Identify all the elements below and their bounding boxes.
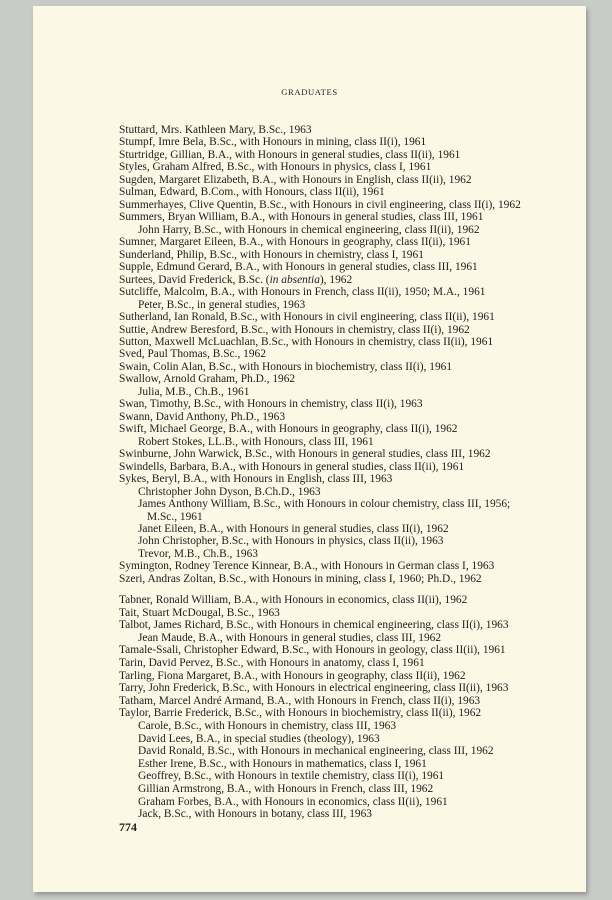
graduate-entry: Peter, B.Sc., in general studies, 1963 — [138, 298, 306, 311]
graduate-entry: Tamale-Ssali, Christopher Edward, B.Sc., with Honours in geology, class II(ii), 1961 — [119, 644, 506, 657]
graduate-entry: Sutton, Maxwell McLuachlan, B.Sc., with Honours in chemistry, class II(ii), 1961 — [119, 335, 494, 348]
page-heading: GRADUATES — [281, 87, 338, 97]
graduate-entry: Sved, Paul Thomas, B.Sc., 1962 — [119, 348, 266, 361]
graduate-entry: Sugden, Margaret Elizabeth, B.A., with Honours in English, class II(ii), 1962 — [119, 173, 472, 186]
graduate-entry: Symington, Rodney Terence Kinnear, B.A., with Honours in German class I, 1963 — [119, 560, 495, 573]
graduate-entry: John Harry, B.Sc., with Honours in chemical engineering, class II(ii), 1962 — [138, 223, 480, 236]
graduate-entry: David Ronald, B.Sc., with Honours in mechanical engineering, class III, 1962 — [138, 745, 494, 758]
graduate-entry: Sutcliffe, Malcolm, B.A., with Honours in French, class II(ii), 1950; M.A., 1961 — [119, 286, 486, 299]
graduate-entry: Sutherland, Ian Ronald, B.Sc., with Honours in civil engineering, class II(ii), 1961 — [119, 311, 495, 324]
graduate-entry: M.Sc., 1961 — [147, 510, 203, 523]
graduate-entry: Swinburne, John Warwick, B.Sc., with Honours in general studies, class III, 1962 — [119, 448, 491, 461]
graduate-entry: John Christopher, B.Sc., with Honours in physics, class II(ii), 1963 — [138, 535, 444, 548]
graduate-entry: Swain, Colin Alan, B.Sc., with Honours in biochemistry, class II(i), 1961 — [119, 360, 453, 373]
graduate-entry: Swann, David Anthony, Ph.D., 1963 — [119, 410, 286, 423]
graduate-entry: Geoffrey, B.Sc., with Honours in textile chemistry, class II(i), 1961 — [138, 770, 445, 783]
graduates-list-s — [119, 124, 579, 585]
document-page — [33, 6, 586, 892]
graduate-entry: Stumpf, Imre Bela, B.Sc., with Honours in mining, class II(i), 1961 — [119, 136, 427, 149]
graduate-entry: Taylor, Barrie Frederick, B.Sc., with Honours in biochemistry, class II(ii), 1962 — [119, 707, 482, 720]
graduate-entry: David Lees, B.A., in special studies (theology), 1963 — [138, 732, 380, 745]
graduate-entry: Tait, Stuart McDougal, B.Sc., 1963 — [119, 606, 280, 619]
graduate-entry: Szeri, Andras Zoltan, B.Sc., with Honours in mining, class I, 1960; Ph.D., 1962 — [119, 572, 482, 585]
graduate-entry: Robert Stokes, LL.B., with Honours, class III, 1961 — [138, 435, 374, 448]
graduate-entry: Jack, B.Sc., with Honours in botany, class III, 1963 — [138, 808, 373, 821]
graduate-entry: Sulman, Edward, B.Com., with Honours, class II(ii), 1961 — [119, 186, 385, 199]
graduate-entry: Sykes, Beryl, B.A., with Honours in English, class III, 1963 — [119, 473, 393, 486]
graduate-entry: Stuttard, Mrs. Kathleen Mary, B.Sc., 1963 — [119, 124, 312, 136]
graduate-entry: Sunderland, Philip, B.Sc., with Honours in chemistry, class I, 1961 — [119, 248, 424, 261]
graduate-entry: James Anthony William, B.Sc., with Honours in colour chemistry, class III, 1956; — [138, 498, 511, 511]
graduate-entry: Styles, Graham Alfred, B.Sc., with Honours in physics, class I, 1961 — [119, 161, 432, 174]
graduate-entry: Summerhayes, Clive Quentin, B.Sc., with Honours in civil engineering, class II(i), 1962 — [119, 198, 521, 211]
graduate-entry: Janet Eileen, B.A., with Honours in general studies, class II(i), 1962 — [138, 523, 449, 535]
graduate-entry: Swift, Michael George, B.A., with Honours in geography, class II(i), 1962 — [119, 423, 458, 436]
graduate-entry: Tarin, David Pervez, B.Sc., with Honours in anatomy, class I, 1961 — [119, 656, 425, 669]
graduate-entry: Gillian Armstrong, B.A., with Honours in French, class III, 1962 — [138, 782, 434, 795]
graduate-entry: Tabner, Ronald William, B.A., with Honours in economics, class II(ii), 1962 — [119, 594, 468, 606]
graduate-entry: Tarry, John Frederick, B.Sc., with Honours in electrical engineering, class II(ii), 1963 — [119, 682, 509, 695]
graduate-entry: Carole, B.Sc., with Honours in chemistry, class III, 1963 — [138, 719, 397, 732]
graduate-entry: Swallow, Arnold Graham, Ph.D., 1962 — [119, 373, 296, 386]
graduate-entry: Summers, Bryan William, B.A., with Honours in general studies, class III, 1961 — [119, 211, 484, 224]
page-number: 774 — [119, 820, 137, 834]
graduate-entry: Suttie, Andrew Beresford, B.Sc., with Honours in chemistry, class II(i), 1962 — [119, 323, 470, 336]
graduate-entry: Graham Forbes, B.A., with Honours in economics, class II(ii), 1961 — [138, 795, 448, 808]
graduate-entry: Swindells, Barbara, B.A., with Honours in general studies, class II(ii), 1961 — [119, 460, 465, 473]
graduate-entry: Trevor, M.B., Ch.B., 1963 — [138, 547, 259, 560]
graduate-entry: Julia, M.B., Ch.B., 1961 — [138, 385, 250, 398]
graduate-entry: Sturtridge, Gillian, B.A., with Honours in general studies, class II(ii), 1961 — [119, 148, 461, 161]
graduate-entry: Surtees, David Frederick, B.Sc. (in absentia), 1962 — [119, 273, 353, 286]
graduate-entry: Talbot, James Richard, B.Sc., with Honours in chemical engineering, class II(i), 1963 — [119, 619, 509, 632]
graduate-entry: Sumner, Margaret Eileen, B.A., with Honours in geography, class II(ii), 1961 — [119, 236, 471, 249]
graduate-entry: Swan, Timothy, B.Sc., with Honours in chemistry, class II(i), 1963 — [119, 398, 423, 411]
graduate-entry: Tatham, Marcel André Armand, B.A., with Honours in French, class II(i), 1963 — [119, 694, 481, 707]
graduate-entry: Christopher John Dyson, B.Ch.D., 1963 — [138, 485, 321, 498]
graduate-entry: Supple, Edmund Gerard, B.A., with Honours in general studies, class III, 1961 — [119, 261, 478, 274]
graduate-entry: Tarling, Fiona Margaret, B.A., with Honours in geography, class II(ii), 1962 — [119, 669, 466, 682]
graduates-list-t — [119, 594, 579, 821]
graduate-entry: Esther Irene, B.Sc., with Honours in mathematics, class I, 1961 — [138, 757, 427, 770]
graduate-entry: Jean Maude, B.A., with Honours in general studies, class III, 1962 — [138, 631, 442, 644]
